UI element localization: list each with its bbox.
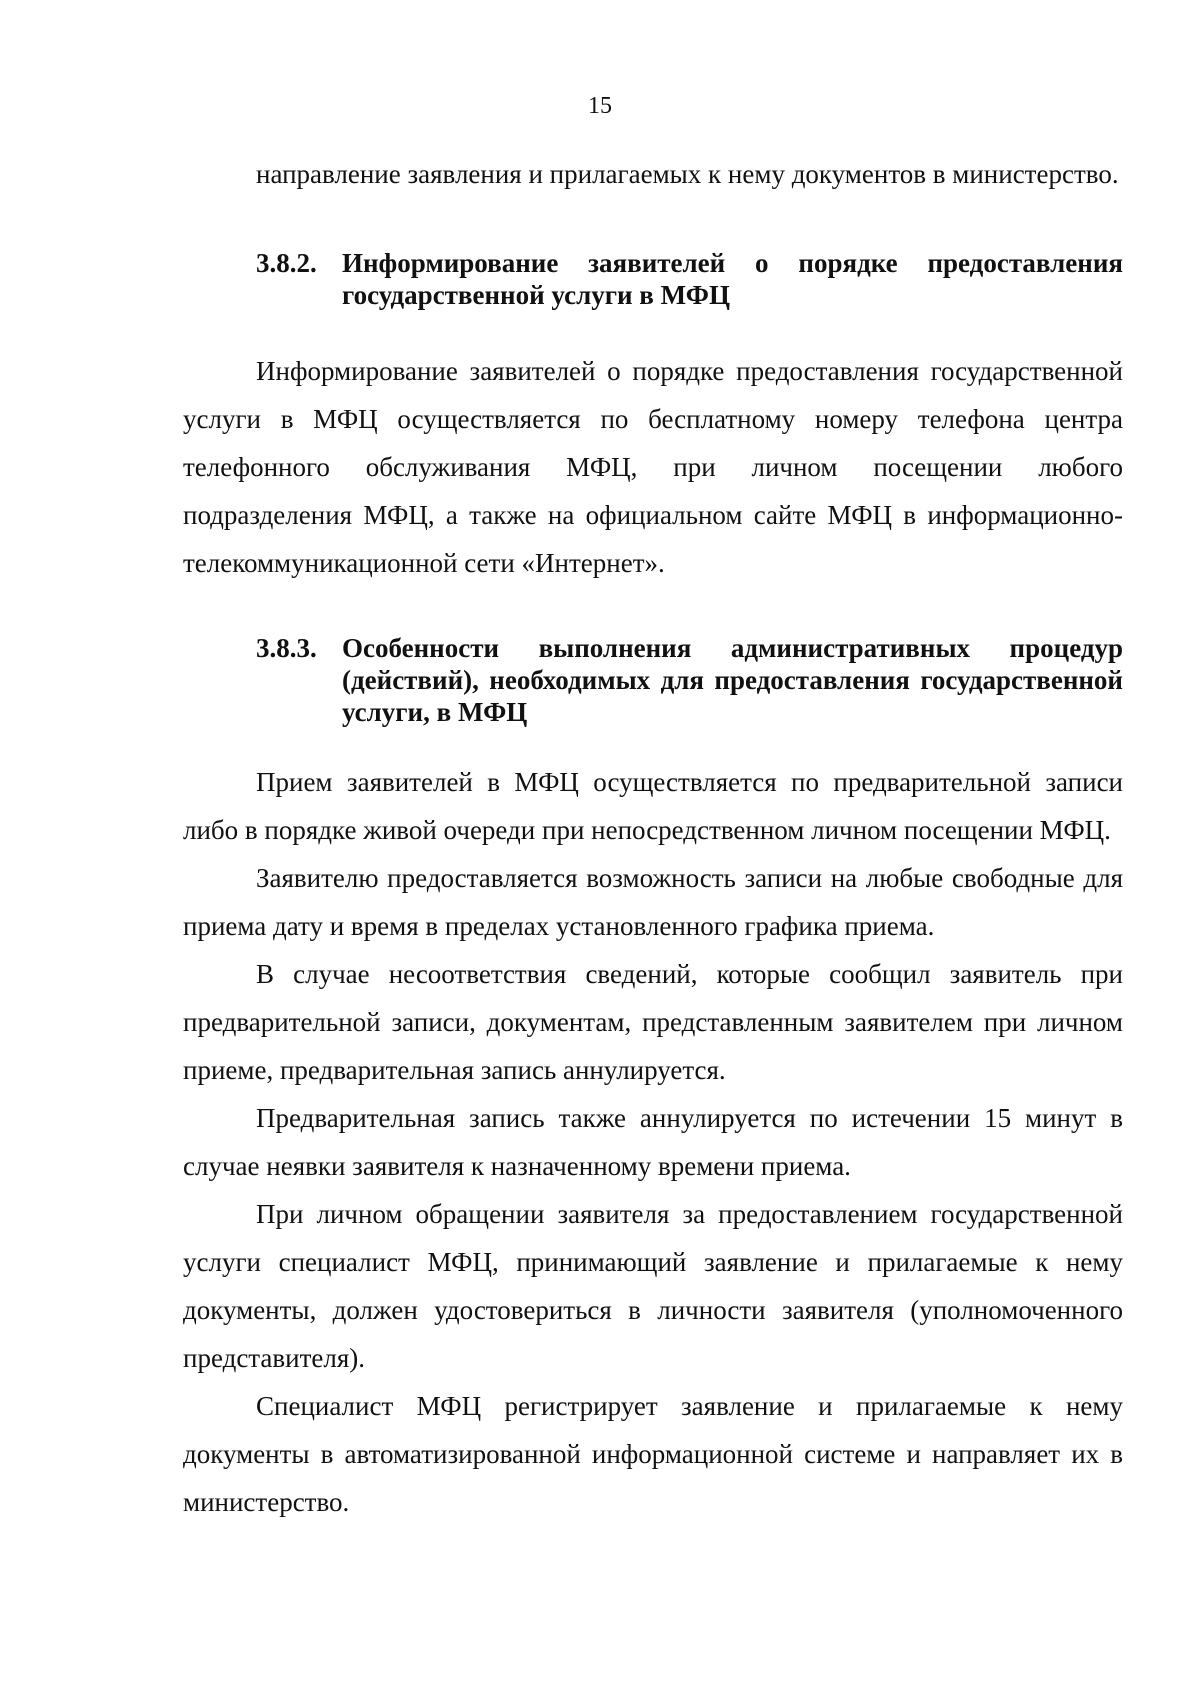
section-heading-3-8-3	[183, 632, 1123, 728]
section-number: 3.8.2.	[256, 248, 317, 278]
paragraph-registration: Специалист МФЦ регистрирует заявление и прилагаемые к нему документы в автоматизированной информационной системе и направляет их в министерство.	[183, 1391, 1123, 1517]
section-number: 3.8.3.	[256, 633, 317, 663]
section-heading-3-8-2	[183, 247, 1123, 311]
paragraph-informing: Информирование заявителей о порядке предоставления государственной услуги в МФЦ осуществляется по бесплатному номеру телефона центра телефонного обслуживания МФЦ, при личном посещении любого подразделения МФЦ, а также на официальном сайте МФЦ в информационно-телекоммуникационной сети «Интернет».	[183, 356, 1123, 578]
page-number: 15	[588, 93, 612, 119]
section-title: Особенности выполнения административных процедур (действий), необходимых для предоставления государственной услуги, в МФЦ	[342, 633, 1123, 727]
section-title: Информирование заявителей о порядке предоставления государственной услуги в МФЦ	[342, 248, 1123, 310]
paragraph-mismatch: В случае несоответствия сведений, которые сообщил заявитель при предварительной записи, документам, представленным заявителем при личном приеме, предварительная запись аннулируется.	[183, 959, 1123, 1085]
document-body	[183, 150, 1123, 1526]
paragraph-intro: направление заявления и прилагаемых к нему документов в министерство.	[256, 159, 1119, 189]
paragraph-reception: Прием заявителей в МФЦ осуществляется по предварительной записи либо в порядке живой очереди при непосредственном личном посещении МФЦ.	[183, 767, 1123, 845]
paragraph-no-show: Предварительная запись также аннулируется по истечении 15 минут в случае неявки заявителя к назначенному времени приема.	[183, 1103, 1123, 1181]
paragraph-booking: Заявителю предоставляется возможность записи на любые свободные для приема дату и время в пределах установленного графика приема.	[183, 863, 1123, 941]
paragraph-identity: При личном обращении заявителя за предоставлением государственной услуги специалист МФЦ, принимающий заявление и прилагаемые к нему документы, должен удостовериться в личности заявителя (уполномоченного представителя).	[183, 1199, 1123, 1373]
